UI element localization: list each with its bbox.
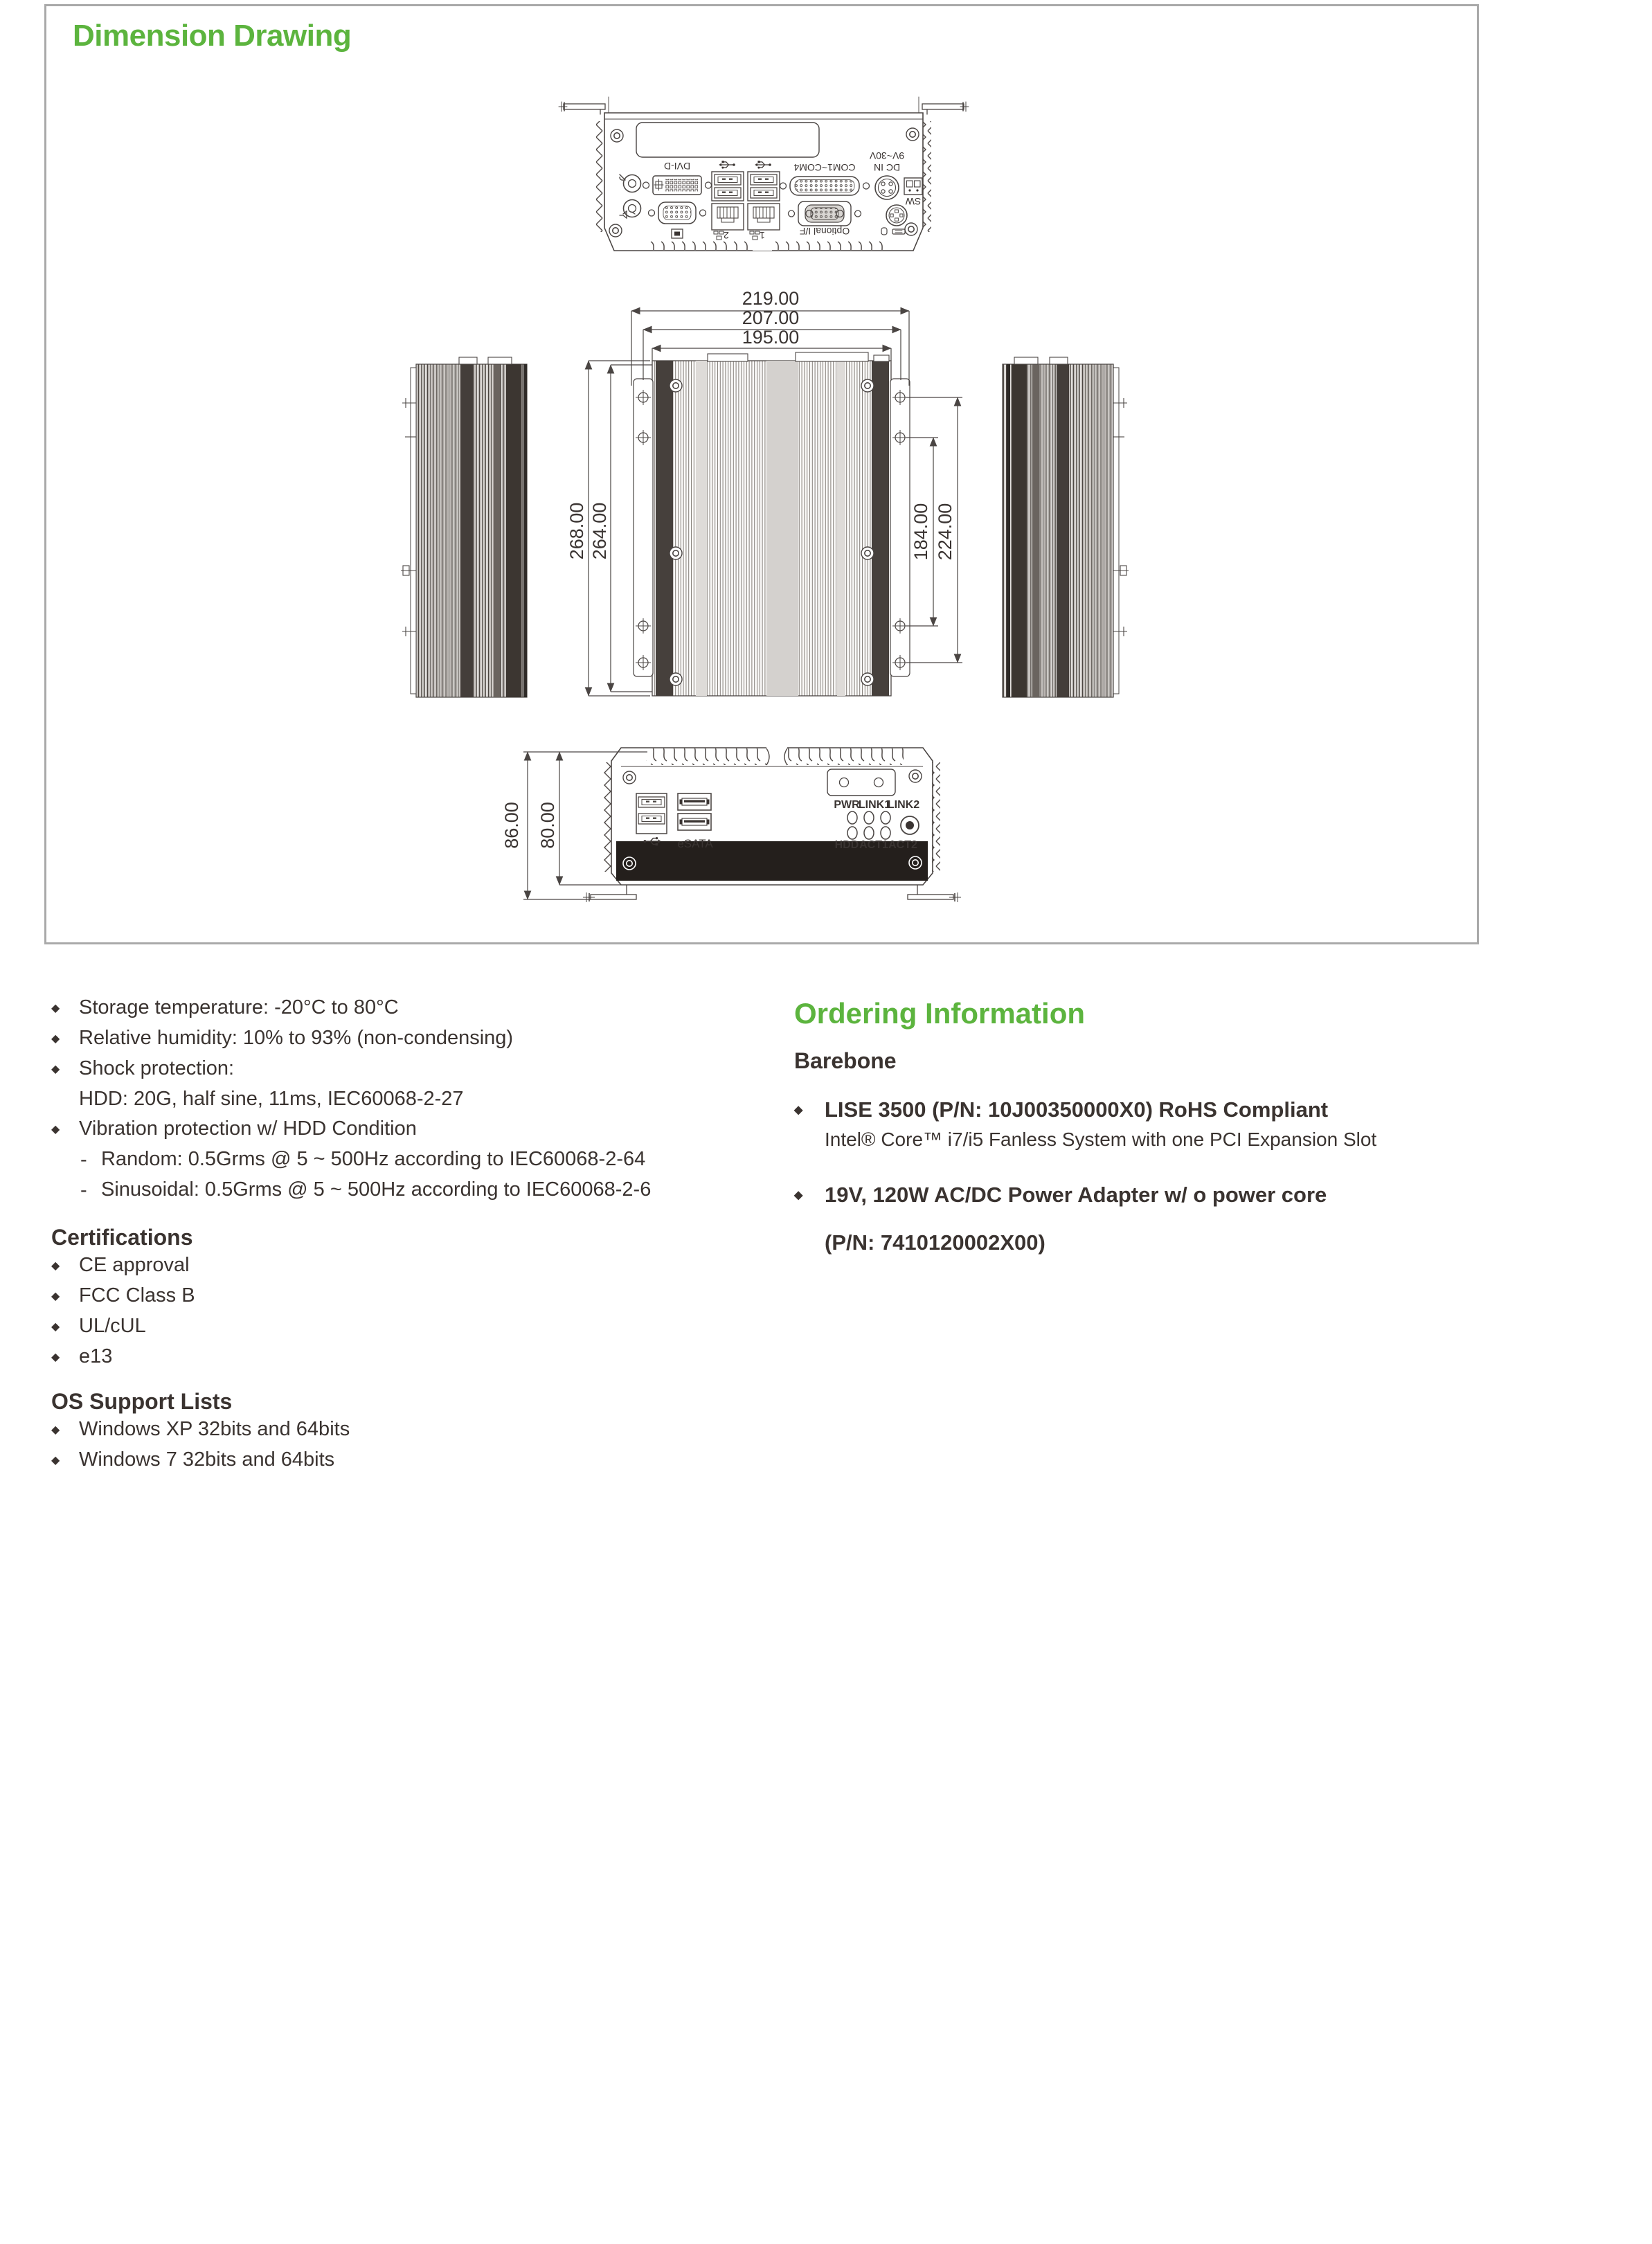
link1-label: LINK1 xyxy=(858,799,891,811)
dim-219: 219.00 xyxy=(742,288,800,309)
dim-195: 195.00 xyxy=(742,327,800,348)
bullet-icon: ◆ xyxy=(51,1352,60,1363)
os-item: ◆ Windows 7 32bits and 64bits xyxy=(51,1445,757,1475)
rear-screw-bottom-left xyxy=(609,224,622,237)
dim-224: 224.00 xyxy=(935,503,955,561)
front-foot-left xyxy=(583,885,636,902)
optional-if-label: Optional I/F xyxy=(799,226,850,237)
sw-terminal xyxy=(904,178,922,207)
rear-mount-bracket-right xyxy=(919,97,969,114)
rear-mount-bracket-left xyxy=(559,97,609,114)
height-dimensions-right xyxy=(906,397,962,663)
lan1-port xyxy=(748,204,780,230)
dvi-label: DVI-D xyxy=(663,161,691,172)
bullet-icon: ◆ xyxy=(51,1033,60,1045)
usb-lan-group-1 xyxy=(748,161,780,241)
os-support-heading: OS Support Lists xyxy=(51,1389,233,1414)
hdd-label: HDD xyxy=(834,839,859,851)
act1-label: ACT1 xyxy=(859,839,888,851)
rear-fins-right xyxy=(923,121,931,232)
certification-item: ◆ e13 xyxy=(51,1342,757,1372)
ordering-item-description: Intel® Core™ i7/i5 Fanless System with one PCI Expansion Slot xyxy=(825,1129,1377,1150)
dc-in-label: DC IN xyxy=(873,162,901,173)
lan2-port xyxy=(712,204,744,230)
dim-264: 264.00 xyxy=(589,502,610,560)
ordering-heading: Ordering Information xyxy=(794,997,1085,1030)
lan2-label: 2 xyxy=(724,230,729,241)
front-view-drawing xyxy=(501,747,961,902)
rear-fins-left xyxy=(596,121,604,232)
lan1-label: 1 xyxy=(760,230,765,241)
rear-screw-bottom-right xyxy=(905,223,917,235)
certification-item: ◆ UL/cUL xyxy=(51,1311,757,1342)
expansion-slot-cover xyxy=(636,123,819,157)
ordering-information-section xyxy=(794,997,1611,1258)
rear-view-drawing xyxy=(559,97,969,251)
spec-item: ◆ Vibration protection w/ HDD Condition xyxy=(51,1114,757,1145)
bullet-icon: ◆ xyxy=(51,1424,60,1436)
ordering-item: ◆ 19V, 120W AC/DC Power Adapter w/ o power core xyxy=(794,1180,1611,1211)
bullet-icon: ◆ xyxy=(794,1104,803,1116)
certification-item: ◆ FCC Class B xyxy=(51,1281,757,1311)
dim-86: 86.00 xyxy=(501,802,522,849)
spec-subitem: - Sinusoidal: 0.5Grms @ 5 ~ 500Hz according to IEC60068-2-6 xyxy=(51,1175,757,1205)
front-fins-left xyxy=(604,762,612,872)
pwr-label: PWR xyxy=(834,799,860,811)
bullet-icon: ◆ xyxy=(51,1124,60,1136)
bullet-icon: ◆ xyxy=(51,1291,60,1302)
os-item: ◆ Windows XP 32bits and 64bits xyxy=(51,1415,757,1445)
usb-lan-group-2 xyxy=(712,161,744,241)
spec-item-continuation: HDD: 20G, half sine, 11ms, IEC60068-2-27 xyxy=(79,1088,464,1110)
esata-label: eSATA xyxy=(677,837,713,850)
remote-switch-connector xyxy=(672,229,683,238)
dimension-drawing-title: Dimension Drawing xyxy=(73,19,352,53)
side-view-right-drawing xyxy=(1003,357,1129,697)
ordering-subheading: Barebone xyxy=(794,1048,897,1073)
spec-item: ◆ Storage temperature: -20°C to 80°C xyxy=(51,993,757,1023)
bullet-icon: ◆ xyxy=(51,1063,60,1075)
bullet-icon: ◆ xyxy=(794,1190,803,1201)
ordering-item-part-number: (P/N: 7410120002X00) xyxy=(825,1230,1045,1255)
bullet-icon: ◆ xyxy=(51,1260,60,1272)
environment-specs-section xyxy=(51,993,757,1475)
com-label: COM1~COM4 xyxy=(793,162,856,173)
certifications-heading: Certifications xyxy=(51,1225,193,1250)
front-foot-right xyxy=(908,885,961,902)
dim-207: 207.00 xyxy=(742,307,800,328)
certification-item: ◆ CE approval xyxy=(51,1250,757,1281)
power-button xyxy=(901,816,919,834)
front-blank-plate xyxy=(827,769,895,796)
bullet-icon: ◆ xyxy=(51,1321,60,1333)
sw-label: SW xyxy=(905,196,922,207)
bullet-icon: ◆ xyxy=(51,1455,60,1466)
front-fins-right xyxy=(932,762,940,872)
ordering-item: ◆ LISE 3500 (P/N: 10J00350000X0) RoHS Compliant xyxy=(794,1095,1611,1126)
spec-item: ◆ Shock protection: xyxy=(51,1054,757,1084)
side-view-left-drawing xyxy=(401,357,527,697)
dimension-drawing-figure xyxy=(46,6,1477,942)
bullet-icon: ◆ xyxy=(51,1003,60,1014)
rear-screw-top-left xyxy=(611,129,623,142)
spec-item: ◆ Relative humidity: 10% to 93% (non-condensing) xyxy=(51,1023,757,1054)
dim-184: 184.00 xyxy=(910,503,931,561)
dim-80: 80.00 xyxy=(537,802,558,849)
front-esata-ports xyxy=(677,793,713,850)
dash-icon: - xyxy=(80,1149,87,1171)
dim-268: 268.00 xyxy=(566,502,587,560)
os-support-section xyxy=(51,1389,757,1475)
dc-range-label: 9V~30V xyxy=(869,150,905,161)
dimension-drawing-panel xyxy=(44,4,1479,944)
spec-subitem: - Random: 0.5Grms @ 5 ~ 500Hz according to IEC60068-2-64 xyxy=(51,1145,757,1175)
certifications-section xyxy=(51,1225,757,1372)
bottom-view-drawing xyxy=(634,352,910,696)
dash-icon: - xyxy=(80,1179,87,1201)
act2-label: ACT2 xyxy=(888,839,917,851)
rear-screw-top-right xyxy=(906,128,919,141)
link2-label: LINK2 xyxy=(887,799,920,811)
